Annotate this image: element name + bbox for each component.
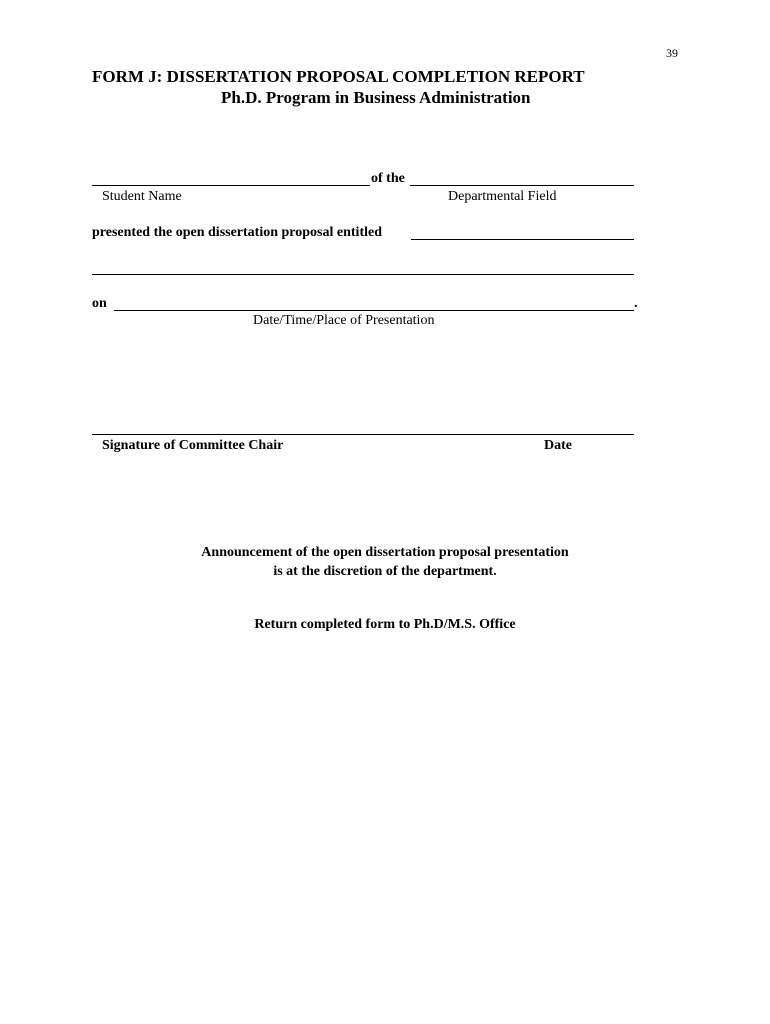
signature-label: Signature of Committee Chair — [102, 438, 284, 453]
proposal-title-continuation-field[interactable] — [92, 274, 634, 275]
date-label: Date — [544, 438, 572, 453]
presentation-details-label: Date/Time/Place of Presentation — [253, 313, 435, 328]
proposal-title-field[interactable] — [411, 239, 634, 240]
page-number: 39 — [666, 46, 678, 60]
line-end-period: . — [634, 296, 638, 311]
form-subtitle: Ph.D. Program in Business Administration — [221, 88, 531, 107]
student-name-label: Student Name — [102, 189, 182, 204]
announcement-note-line2: is at the discretion of the department. — [273, 564, 497, 579]
on-prefix: on — [92, 296, 107, 311]
departmental-field-label: Departmental Field — [448, 189, 557, 204]
presentation-details-field[interactable] — [114, 310, 634, 311]
return-instruction: Return completed form to Ph.D/M.S. Office — [254, 617, 516, 632]
of-the-connector: of the — [371, 171, 405, 186]
student-name-field[interactable] — [92, 185, 370, 186]
form-title: FORM J: DISSERTATION PROPOSAL COMPLETION REPORT — [92, 67, 585, 86]
signature-field[interactable] — [92, 434, 634, 435]
announcement-note-line1: Announcement of the open dissertation proposal presentation — [201, 545, 569, 560]
departmental-field-field[interactable] — [410, 185, 634, 186]
proposal-title-label: presented the open dissertation proposal entitled — [92, 225, 382, 240]
